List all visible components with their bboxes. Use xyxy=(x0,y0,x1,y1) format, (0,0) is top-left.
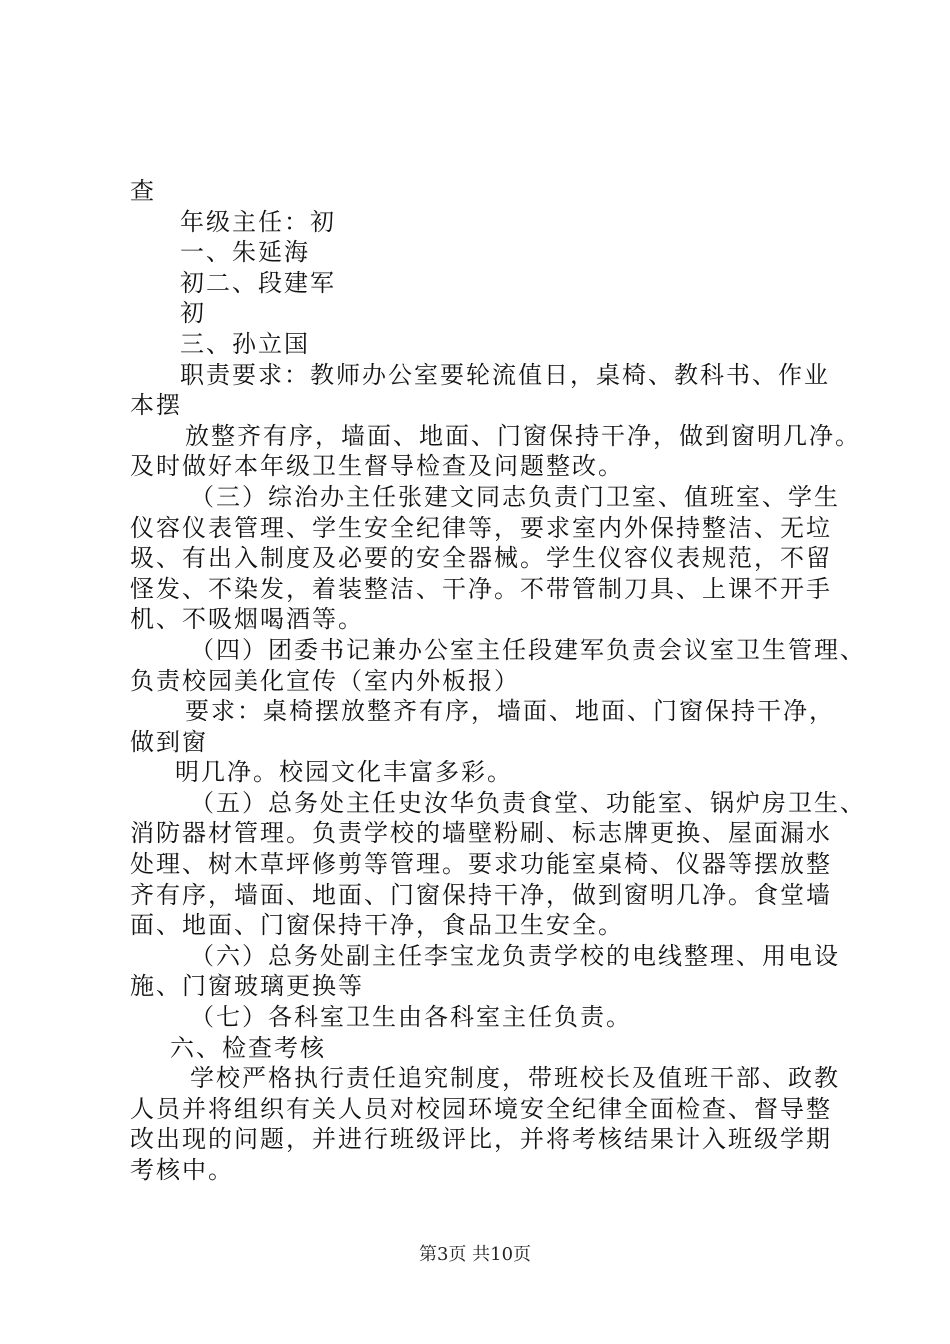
text-line: 初 xyxy=(180,299,206,328)
text-line: 面、地面、门窗保持干净，食品卫生安全。 xyxy=(130,911,624,940)
text-line: 怪发、不染发，着装整洁、干净。不带管制刀具、上课不开手 xyxy=(130,574,832,603)
text-line: 负责校园美化宣传（室内外板报） xyxy=(130,666,520,695)
text-line: 职责要求：教师办公室要轮流值日，桌椅、教科书、作业 xyxy=(180,360,830,389)
text-line: 做到窗 xyxy=(130,727,208,756)
text-line: 圾、有出入制度及必要的安全器械。学生仪容仪表规范，不留 xyxy=(130,544,832,573)
text-line: 学校严格执行责任追究制度，带班校长及值班干部、政教 xyxy=(190,1064,840,1093)
text-line: 明几净。校园文化丰富多彩。 xyxy=(175,758,513,787)
text-line: （四）团委书记兼办公室主任段建军负责会议室卫生管理、 xyxy=(190,635,866,664)
text-line: 消防器材管理。负责学校的墙壁粉刷、标志牌更换、屋面漏水 xyxy=(130,819,832,848)
text-line: 机、不吸烟喝酒等。 xyxy=(130,605,364,634)
text-line: 放整齐有序，墙面、地面、门窗保持干净，做到窗明几净。 xyxy=(185,421,861,450)
text-line: （七）各科室卫生由各科室主任负责。 xyxy=(190,1003,632,1032)
text-line: 年级主任：初 xyxy=(180,207,336,236)
text-line: 施、门窗玻璃更换等 xyxy=(130,972,364,1001)
text-line: 人员并将组织有关人员对校园环境安全纪律全面检查、督导整 xyxy=(130,1094,832,1123)
text-line: 改出现的问题，并进行班级评比，并将考核结果计入班级学期 xyxy=(130,1125,832,1154)
text-line: 考核中。 xyxy=(130,1156,234,1184)
page-number-footer: 第3页 共10页 xyxy=(418,1244,532,1265)
text-line: 及时做好本年级卫生督导检查及问题整改。 xyxy=(130,452,624,481)
text-line: 处理、树木草坪修剪等管理。要求功能室桌椅、仪器等摆放整 xyxy=(130,850,832,879)
text-line: 三、孙立国 xyxy=(180,329,310,358)
text-line: （五）总务处主任史汝华负责食堂、功能室、锅炉房卫生、 xyxy=(190,788,866,817)
text-line: 六、检查考核 xyxy=(170,1033,326,1062)
text-line: 仪容仪表管理、学生安全纪律等，要求室内外保持整洁、无垃 xyxy=(130,513,832,542)
text-line: 查 xyxy=(130,177,156,205)
text-line: （六）总务处副主任李宝龙负责学校的电线整理、用电设 xyxy=(190,941,840,970)
text-line: 一、朱延海 xyxy=(180,238,310,267)
text-line: 本摆 xyxy=(130,391,182,420)
text-line: 要求：桌椅摆放整齐有序，墙面、地面、门窗保持干净， xyxy=(185,697,835,726)
document-body xyxy=(130,176,866,1186)
text-line: 齐有序，墙面、地面、门窗保持干净，做到窗明几净。食堂墙 xyxy=(130,880,832,909)
text-line: 初二、段建军 xyxy=(180,268,336,297)
text-line: （三）综治办主任张建文同志负责门卫室、值班室、学生 xyxy=(190,482,840,511)
